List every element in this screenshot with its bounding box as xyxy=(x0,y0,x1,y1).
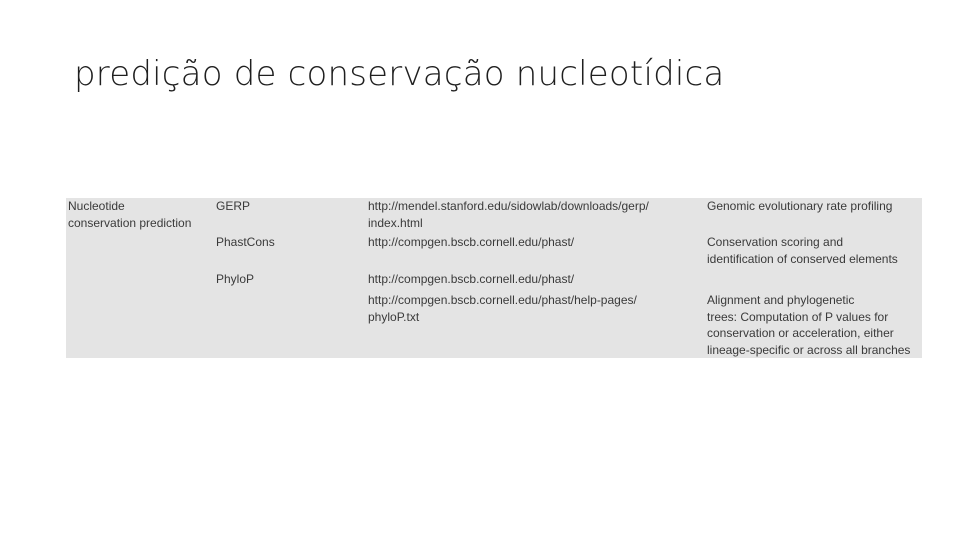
description-line: lineage-specific or across all branches xyxy=(707,342,911,357)
description-line: Alignment and phylogenetic xyxy=(707,293,855,307)
url-line: index.html xyxy=(368,215,423,230)
tool-url[interactable] xyxy=(368,271,574,288)
tools-table xyxy=(66,198,922,358)
description-line: Genomic evolutionary rate profiling xyxy=(707,199,893,213)
tool-name: GERP xyxy=(216,199,251,213)
tool-description xyxy=(707,234,898,267)
url-line: http://compgen.bscb.cornell.edu/phast/ xyxy=(368,235,575,249)
url-line: phyloP.txt xyxy=(368,309,420,324)
url-line: http://compgen.bscb.cornell.edu/phast/ xyxy=(368,272,575,286)
tool-description xyxy=(707,292,910,358)
description-line: identification of conserved elements xyxy=(707,251,898,266)
tool-name: PhyloP xyxy=(216,272,255,286)
tool-url[interactable] xyxy=(368,292,637,325)
tool-name: PhastCons xyxy=(216,235,275,249)
url-line: http://mendel.stanford.edu/sidowlab/downloads/gerp/ xyxy=(368,199,649,213)
tool-url[interactable] xyxy=(368,198,649,231)
tool-description xyxy=(707,198,892,215)
category-line: conservation prediction xyxy=(68,215,192,230)
url-line: http://compgen.bscb.cornell.edu/phast/help-pages/ xyxy=(368,293,637,307)
description-line: Conservation scoring and xyxy=(707,235,844,249)
description-line: trees: Computation of P values for xyxy=(707,309,889,324)
category-cell xyxy=(68,198,191,231)
slide-title: predição de conservação nucleotídica xyxy=(74,54,725,94)
category-line: Nucleotide xyxy=(68,199,125,213)
description-line: conservation or acceleration, either xyxy=(707,326,894,340)
tool-url[interactable] xyxy=(368,234,574,251)
